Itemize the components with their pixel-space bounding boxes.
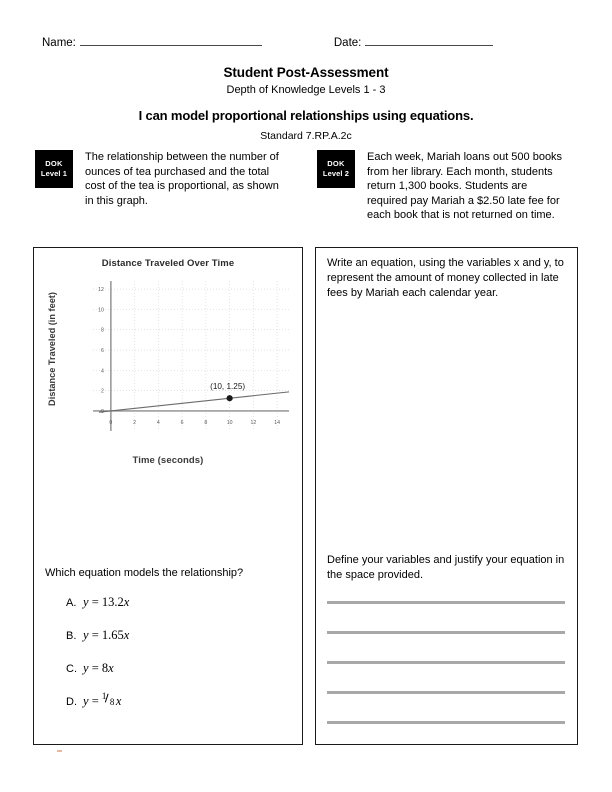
name-date-row [42,33,570,51]
prompt-dok-level-1 [35,150,287,208]
mcq-choice-letter: D. [66,696,77,708]
mcq-choice-list [45,595,295,709]
page-subtitle: Depth of Knowledge Levels 1 - 3 [226,84,386,96]
mcq-choice-b[interactable] [45,628,295,643]
x-tick-label: 2 [133,419,137,426]
write-equation-prompt: Write an equation, using the variables x and y, to represent the amount of money collected in late fees by Mariah each calendar year. [327,257,564,299]
mcq-choice-d[interactable] [45,691,295,709]
y-tick-label: 8 [100,327,104,334]
chart-svg [39,269,297,451]
mcq-stem: Which equation models the relationship? [45,567,244,579]
dok-badge-level-1 [35,150,73,188]
answer-line[interactable] [327,691,565,694]
mcq-choice-equation: y = 1.65x [83,628,130,642]
title-block [0,64,612,144]
mcq-choice-equation: y = 8x [83,661,114,675]
dok-badge-level: Level 1 [40,169,68,178]
y-tick-label: 10 [98,307,104,314]
mcq-choice-letter: B. [66,630,77,642]
scan-artifact [57,750,62,752]
dok-badge-word: DOK [45,159,63,168]
y-tick-label: 2 [100,388,104,395]
mcq-choice-letter: A. [66,597,77,609]
mcq-choice-c[interactable] [45,661,295,676]
prompt-text-1: The relationship between the number of ounces of tea purchased and the total cost of the tea is proportional, as shown in this graph. [85,151,279,207]
chart-data-point [227,395,233,401]
question-box-right [315,247,578,745]
prompt-text-2: Each week, Mariah loans out 500 books from her library. Each month, students return 1,300 books. Students are required pay Mariah a $2.50 late fee for each book that is not returned on time. [367,151,563,221]
dok-badge-word: DOK [327,159,345,168]
y-tick-label: 6 [100,348,104,355]
define-variables-prompt: Define your variables and justify your equation in the space provided. [327,554,565,581]
x-tick-label: 0 [109,419,113,426]
chart-container [39,254,297,482]
y-tick-label: 12 [98,287,104,294]
y-tick-label: 4 [100,368,104,375]
answer-lines[interactable] [327,601,565,751]
chart-x-axis-label: Time (seconds) [132,455,204,466]
mcq-choice-equation: y = 1 8 x [83,691,122,708]
dok-badge-level-2 [317,150,355,188]
x-tick-label: 4 [156,419,160,426]
fraction-one-eighth: 1 8 [102,694,116,706]
mcq-choice-letter: C. [66,663,77,675]
mcq-choice-equation: y = 13.2x [83,595,130,609]
prompt-dok-level-2 [317,150,569,223]
chart-series-line [99,392,289,412]
answer-line[interactable] [327,721,565,724]
dok-badge-level: Level 2 [322,169,350,178]
mcq-choice-a[interactable] [45,595,295,610]
answer-line[interactable] [327,631,565,634]
chart-title: Distance Traveled Over Time [101,258,235,269]
answer-line[interactable] [327,601,565,604]
learning-objective: I can model proportional relationships using equations. [138,108,474,123]
x-tick-label: 14 [274,419,281,426]
standard-code: Standard 7.RP.A.2c [260,130,352,142]
chart-y-axis-label: Distance Traveled (in feet) [47,292,57,406]
chart-point-label: (10, 1.25) [210,382,246,392]
date-label: Date: [333,37,362,49]
multiple-choice-question [45,566,295,727]
x-tick-label: 12 [250,419,257,426]
x-tick-label: 6 [180,419,184,426]
date-input-rule[interactable] [365,33,493,46]
question-box-left [33,247,303,745]
page-title: Student Post-Assessment [223,65,389,80]
name-label: Name: [42,37,76,49]
answer-line[interactable] [327,661,565,664]
x-tick-label: 10 [226,419,233,426]
chart-plot-area [39,269,297,451]
x-tick-label: 8 [204,419,208,426]
name-input-rule[interactable] [80,33,262,46]
